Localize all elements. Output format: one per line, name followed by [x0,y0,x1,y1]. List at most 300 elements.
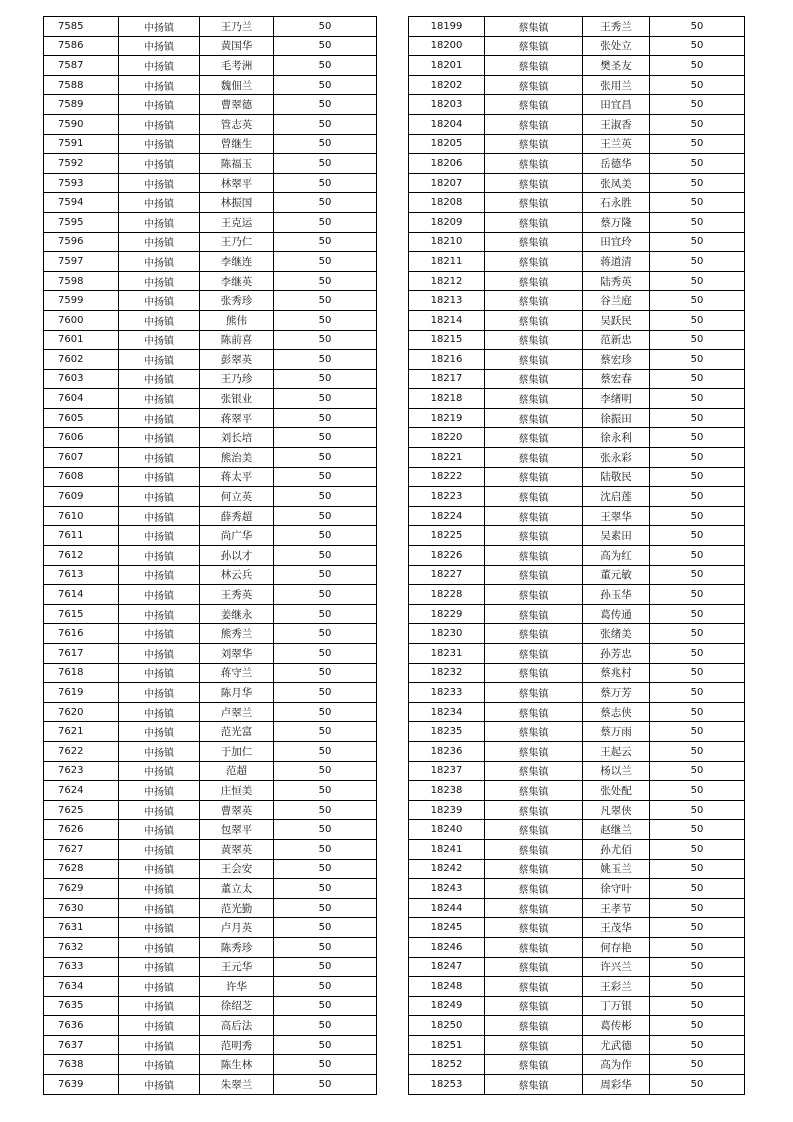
town-cell: 中扬镇 [119,761,200,781]
name-cell: 刘翠华 [200,644,274,664]
row-number-cell: 7603 [44,369,119,389]
name-cell: 范新忠 [583,330,650,350]
table-row [44,624,377,644]
row-number-cell: 18207 [409,173,485,193]
row-number-cell: 18236 [409,741,485,761]
table-row [409,1055,745,1075]
name-cell: 吴素田 [583,526,650,546]
amount-cell: 50 [274,330,377,350]
row-number-cell: 18202 [409,75,485,95]
amount-cell: 50 [274,173,377,193]
amount-cell: 50 [650,546,745,566]
town-cell: 蔡集镇 [485,918,583,938]
name-cell: 王乃珍 [200,369,274,389]
row-number-cell: 7608 [44,467,119,487]
table-row [44,271,377,291]
row-number-cell: 18221 [409,448,485,468]
row-number-cell: 7585 [44,17,119,37]
town-cell: 蔡集镇 [485,17,583,37]
town-cell: 蔡集镇 [485,546,583,566]
amount-cell: 50 [650,369,745,389]
row-number-cell: 7617 [44,644,119,664]
amount-cell: 50 [650,252,745,272]
town-cell: 蔡集镇 [485,996,583,1016]
name-cell: 张绪美 [583,624,650,644]
name-cell: 蔡宏珍 [583,350,650,370]
name-cell: 陈福玉 [200,154,274,174]
name-cell: 李继英 [200,271,274,291]
name-cell: 王乃兰 [200,17,274,37]
name-cell: 蔡万隆 [583,212,650,232]
row-number-cell: 7621 [44,722,119,742]
row-number-cell: 7598 [44,271,119,291]
row-number-cell: 7611 [44,526,119,546]
town-cell: 中扬镇 [119,565,200,585]
row-number-cell: 7620 [44,702,119,722]
amount-cell: 50 [650,702,745,722]
table-row [44,683,377,703]
row-number-cell: 18225 [409,526,485,546]
town-cell: 中扬镇 [119,506,200,526]
town-cell: 中扬镇 [119,36,200,56]
table-row [44,1016,377,1036]
table-row [409,369,745,389]
name-cell: 高后法 [200,1016,274,1036]
name-cell: 王元华 [200,957,274,977]
row-number-cell: 18238 [409,781,485,801]
amount-cell: 50 [650,154,745,174]
town-cell: 蔡集镇 [485,428,583,448]
name-cell: 张银业 [200,389,274,409]
town-cell: 中扬镇 [119,526,200,546]
table-row [44,604,377,624]
name-cell: 范超 [200,761,274,781]
amount-cell: 50 [274,1016,377,1036]
amount-cell: 50 [650,977,745,997]
amount-cell: 50 [274,114,377,134]
name-cell: 孙以才 [200,546,274,566]
amount-cell: 50 [650,741,745,761]
amount-cell: 50 [650,428,745,448]
name-cell: 李绪明 [583,389,650,409]
row-number-cell: 7624 [44,781,119,801]
amount-cell: 50 [650,859,745,879]
name-cell: 徐振田 [583,408,650,428]
table-row [44,839,377,859]
town-cell: 中扬镇 [119,389,200,409]
table-row [44,585,377,605]
town-cell: 中扬镇 [119,1035,200,1055]
town-cell: 中扬镇 [119,585,200,605]
table-row [409,585,745,605]
row-number-cell: 18223 [409,487,485,507]
name-cell: 蒋翠平 [200,408,274,428]
name-cell: 薛秀超 [200,506,274,526]
amount-cell: 50 [650,271,745,291]
amount-cell: 50 [274,389,377,409]
town-cell: 蔡集镇 [485,781,583,801]
town-cell: 蔡集镇 [485,487,583,507]
amount-cell: 50 [650,173,745,193]
name-cell: 王克运 [200,212,274,232]
amount-cell: 50 [274,937,377,957]
row-number-cell: 18252 [409,1055,485,1075]
name-cell: 王秀英 [200,585,274,605]
name-cell: 蒋守兰 [200,663,274,683]
amount-cell: 50 [274,134,377,154]
table-row [409,506,745,526]
amount-cell: 50 [274,154,377,174]
amount-cell: 50 [650,134,745,154]
table-row [409,350,745,370]
amount-cell: 50 [650,565,745,585]
town-cell: 中扬镇 [119,428,200,448]
amount-cell: 50 [274,683,377,703]
amount-cell: 50 [274,1055,377,1075]
table-row [409,232,745,252]
table-row [44,95,377,115]
town-cell: 蔡集镇 [485,232,583,252]
amount-cell: 50 [274,800,377,820]
name-cell: 樊圣友 [583,56,650,76]
table-row [44,1055,377,1075]
town-cell: 蔡集镇 [485,1016,583,1036]
table-row [409,565,745,585]
table-row [44,820,377,840]
name-cell: 谷兰庭 [583,291,650,311]
row-number-cell: 18209 [409,212,485,232]
name-cell: 徐守叶 [583,879,650,899]
amount-cell: 50 [650,232,745,252]
amount-cell: 50 [274,546,377,566]
table-row [409,683,745,703]
amount-cell: 50 [274,957,377,977]
name-cell: 王起云 [583,741,650,761]
row-number-cell: 7637 [44,1035,119,1055]
table-row [44,389,377,409]
amount-cell: 50 [274,663,377,683]
row-number-cell: 7616 [44,624,119,644]
name-cell: 徐绍芝 [200,996,274,1016]
amount-cell: 50 [650,75,745,95]
amount-cell: 50 [274,271,377,291]
town-cell: 中扬镇 [119,546,200,566]
name-cell: 凡翠侠 [583,800,650,820]
town-cell: 蔡集镇 [485,761,583,781]
name-cell: 于加仁 [200,741,274,761]
town-cell: 蔡集镇 [485,75,583,95]
row-number-cell: 7595 [44,212,119,232]
row-number-cell: 18219 [409,408,485,428]
town-cell: 中扬镇 [119,114,200,134]
row-number-cell: 18251 [409,1035,485,1055]
name-cell: 刘长培 [200,428,274,448]
row-number-cell: 7605 [44,408,119,428]
table-row [409,310,745,330]
row-number-cell: 7602 [44,350,119,370]
row-number-cell: 7622 [44,741,119,761]
amount-cell: 50 [274,644,377,664]
name-cell: 曹翠英 [200,800,274,820]
name-cell: 王乃仁 [200,232,274,252]
table-row [44,800,377,820]
amount-cell: 50 [650,487,745,507]
name-cell: 何立英 [200,487,274,507]
name-cell: 王兰英 [583,134,650,154]
name-cell: 陈秀珍 [200,937,274,957]
row-number-cell: 18253 [409,1075,485,1095]
row-number-cell: 18244 [409,898,485,918]
row-number-cell: 7594 [44,193,119,213]
row-number-cell: 7625 [44,800,119,820]
town-cell: 中扬镇 [119,604,200,624]
town-cell: 蔡集镇 [485,173,583,193]
row-number-cell: 7614 [44,585,119,605]
town-cell: 中扬镇 [119,683,200,703]
town-cell: 蔡集镇 [485,506,583,526]
table-row [44,232,377,252]
amount-cell: 50 [274,604,377,624]
amount-cell: 50 [274,506,377,526]
town-cell: 中扬镇 [119,820,200,840]
town-cell: 中扬镇 [119,624,200,644]
table-row [409,820,745,840]
town-cell: 蔡集镇 [485,624,583,644]
amount-cell: 50 [650,800,745,820]
town-cell: 蔡集镇 [485,604,583,624]
town-cell: 蔡集镇 [485,193,583,213]
row-number-cell: 7596 [44,232,119,252]
table-row [44,252,377,272]
row-number-cell: 18228 [409,585,485,605]
town-cell: 蔡集镇 [485,526,583,546]
town-cell: 中扬镇 [119,898,200,918]
name-cell: 庄恒美 [200,781,274,801]
row-number-cell: 18210 [409,232,485,252]
name-cell: 赵继兰 [583,820,650,840]
town-cell: 蔡集镇 [485,154,583,174]
table-row [409,75,745,95]
town-cell: 蔡集镇 [485,1055,583,1075]
row-number-cell: 18206 [409,154,485,174]
town-cell: 中扬镇 [119,800,200,820]
row-number-cell: 18245 [409,918,485,938]
town-cell: 蔡集镇 [485,408,583,428]
amount-cell: 50 [650,1016,745,1036]
town-cell: 中扬镇 [119,839,200,859]
row-number-cell: 7593 [44,173,119,193]
town-cell: 蔡集镇 [485,977,583,997]
row-number-cell: 18250 [409,1016,485,1036]
amount-cell: 50 [274,252,377,272]
name-cell: 许华 [200,977,274,997]
amount-cell: 50 [650,918,745,938]
right-table-body [409,17,745,1095]
table-row [409,604,745,624]
table-row [409,134,745,154]
row-number-cell: 18241 [409,839,485,859]
name-cell: 尚广华 [200,526,274,546]
row-number-cell: 7586 [44,36,119,56]
amount-cell: 50 [650,722,745,742]
row-number-cell: 18237 [409,761,485,781]
table-row [44,898,377,918]
table-row [409,408,745,428]
name-cell: 蔡万雨 [583,722,650,742]
name-cell: 陈月华 [200,683,274,703]
name-cell: 沈启莲 [583,487,650,507]
table-row [44,565,377,585]
table-row [409,800,745,820]
name-cell: 王翠华 [583,506,650,526]
town-cell: 中扬镇 [119,369,200,389]
table-row [44,408,377,428]
amount-cell: 50 [274,918,377,938]
town-cell: 蔡集镇 [485,330,583,350]
amount-cell: 50 [650,212,745,232]
table-row [44,996,377,1016]
amount-cell: 50 [274,232,377,252]
town-cell: 中扬镇 [119,702,200,722]
table-row [44,702,377,722]
row-number-cell: 18204 [409,114,485,134]
town-cell: 中扬镇 [119,193,200,213]
table-row [44,663,377,683]
name-cell: 高为作 [583,1055,650,1075]
table-row [44,644,377,664]
row-number-cell: 18242 [409,859,485,879]
table-row [409,898,745,918]
amount-cell: 50 [274,17,377,37]
amount-cell: 50 [650,585,745,605]
town-cell: 中扬镇 [119,663,200,683]
row-number-cell: 7609 [44,487,119,507]
town-cell: 蔡集镇 [485,683,583,703]
town-cell: 中扬镇 [119,467,200,487]
amount-cell: 50 [274,467,377,487]
name-cell: 高为红 [583,546,650,566]
amount-cell: 50 [274,781,377,801]
amount-cell: 50 [274,291,377,311]
row-number-cell: 7588 [44,75,119,95]
table-row [44,1035,377,1055]
town-cell: 中扬镇 [119,252,200,272]
town-cell: 中扬镇 [119,1055,200,1075]
row-number-cell: 18226 [409,546,485,566]
name-cell: 熊治美 [200,448,274,468]
town-cell: 中扬镇 [119,134,200,154]
amount-cell: 50 [650,310,745,330]
right-roster-table [408,16,745,1095]
name-cell: 杨以兰 [583,761,650,781]
town-cell: 中扬镇 [119,408,200,428]
town-cell: 中扬镇 [119,154,200,174]
name-cell: 董元敏 [583,565,650,585]
table-row [409,291,745,311]
town-cell: 蔡集镇 [485,36,583,56]
town-cell: 蔡集镇 [485,134,583,154]
row-number-cell: 18249 [409,996,485,1016]
row-number-cell: 18224 [409,506,485,526]
table-row [409,448,745,468]
town-cell: 中扬镇 [119,330,200,350]
name-cell: 陈前喜 [200,330,274,350]
name-cell: 陆秀英 [583,271,650,291]
amount-cell: 50 [650,957,745,977]
table-row [409,467,745,487]
table-row [409,36,745,56]
name-cell: 许兴兰 [583,957,650,977]
table-row [409,546,745,566]
amount-cell: 50 [274,193,377,213]
table-row [44,114,377,134]
table-row [409,859,745,879]
name-cell: 吴跃民 [583,310,650,330]
town-cell: 中扬镇 [119,56,200,76]
amount-cell: 50 [274,624,377,644]
town-cell: 中扬镇 [119,95,200,115]
row-number-cell: 7636 [44,1016,119,1036]
row-number-cell: 7623 [44,761,119,781]
name-cell: 石永胜 [583,193,650,213]
table-row [44,977,377,997]
town-cell: 蔡集镇 [485,839,583,859]
table-row [44,937,377,957]
table-row [44,918,377,938]
row-number-cell: 18222 [409,467,485,487]
row-number-cell: 18215 [409,330,485,350]
name-cell: 熊秀兰 [200,624,274,644]
name-cell: 陈生林 [200,1055,274,1075]
table-row [409,389,745,409]
table-row [44,134,377,154]
name-cell: 张处立 [583,36,650,56]
table-row [44,154,377,174]
amount-cell: 50 [650,389,745,409]
row-number-cell: 18234 [409,702,485,722]
name-cell: 王会安 [200,859,274,879]
amount-cell: 50 [274,585,377,605]
town-cell: 中扬镇 [119,937,200,957]
row-number-cell: 18214 [409,310,485,330]
town-cell: 中扬镇 [119,75,200,95]
amount-cell: 50 [274,95,377,115]
name-cell: 张秀珍 [200,291,274,311]
row-number-cell: 7628 [44,859,119,879]
town-cell: 蔡集镇 [485,448,583,468]
name-cell: 王秀兰 [583,17,650,37]
name-cell: 姜继永 [200,604,274,624]
town-cell: 蔡集镇 [485,114,583,134]
row-number-cell: 18227 [409,565,485,585]
table-row [409,1035,745,1055]
row-number-cell: 18205 [409,134,485,154]
table-row [409,839,745,859]
left-table-body [44,17,377,1095]
amount-cell: 50 [650,839,745,859]
amount-cell: 50 [650,663,745,683]
row-number-cell: 18232 [409,663,485,683]
town-cell: 中扬镇 [119,918,200,938]
row-number-cell: 7629 [44,879,119,899]
row-number-cell: 7613 [44,565,119,585]
amount-cell: 50 [274,487,377,507]
town-cell: 蔡集镇 [485,741,583,761]
table-row [409,879,745,899]
amount-cell: 50 [274,369,377,389]
row-number-cell: 18230 [409,624,485,644]
row-number-cell: 18213 [409,291,485,311]
